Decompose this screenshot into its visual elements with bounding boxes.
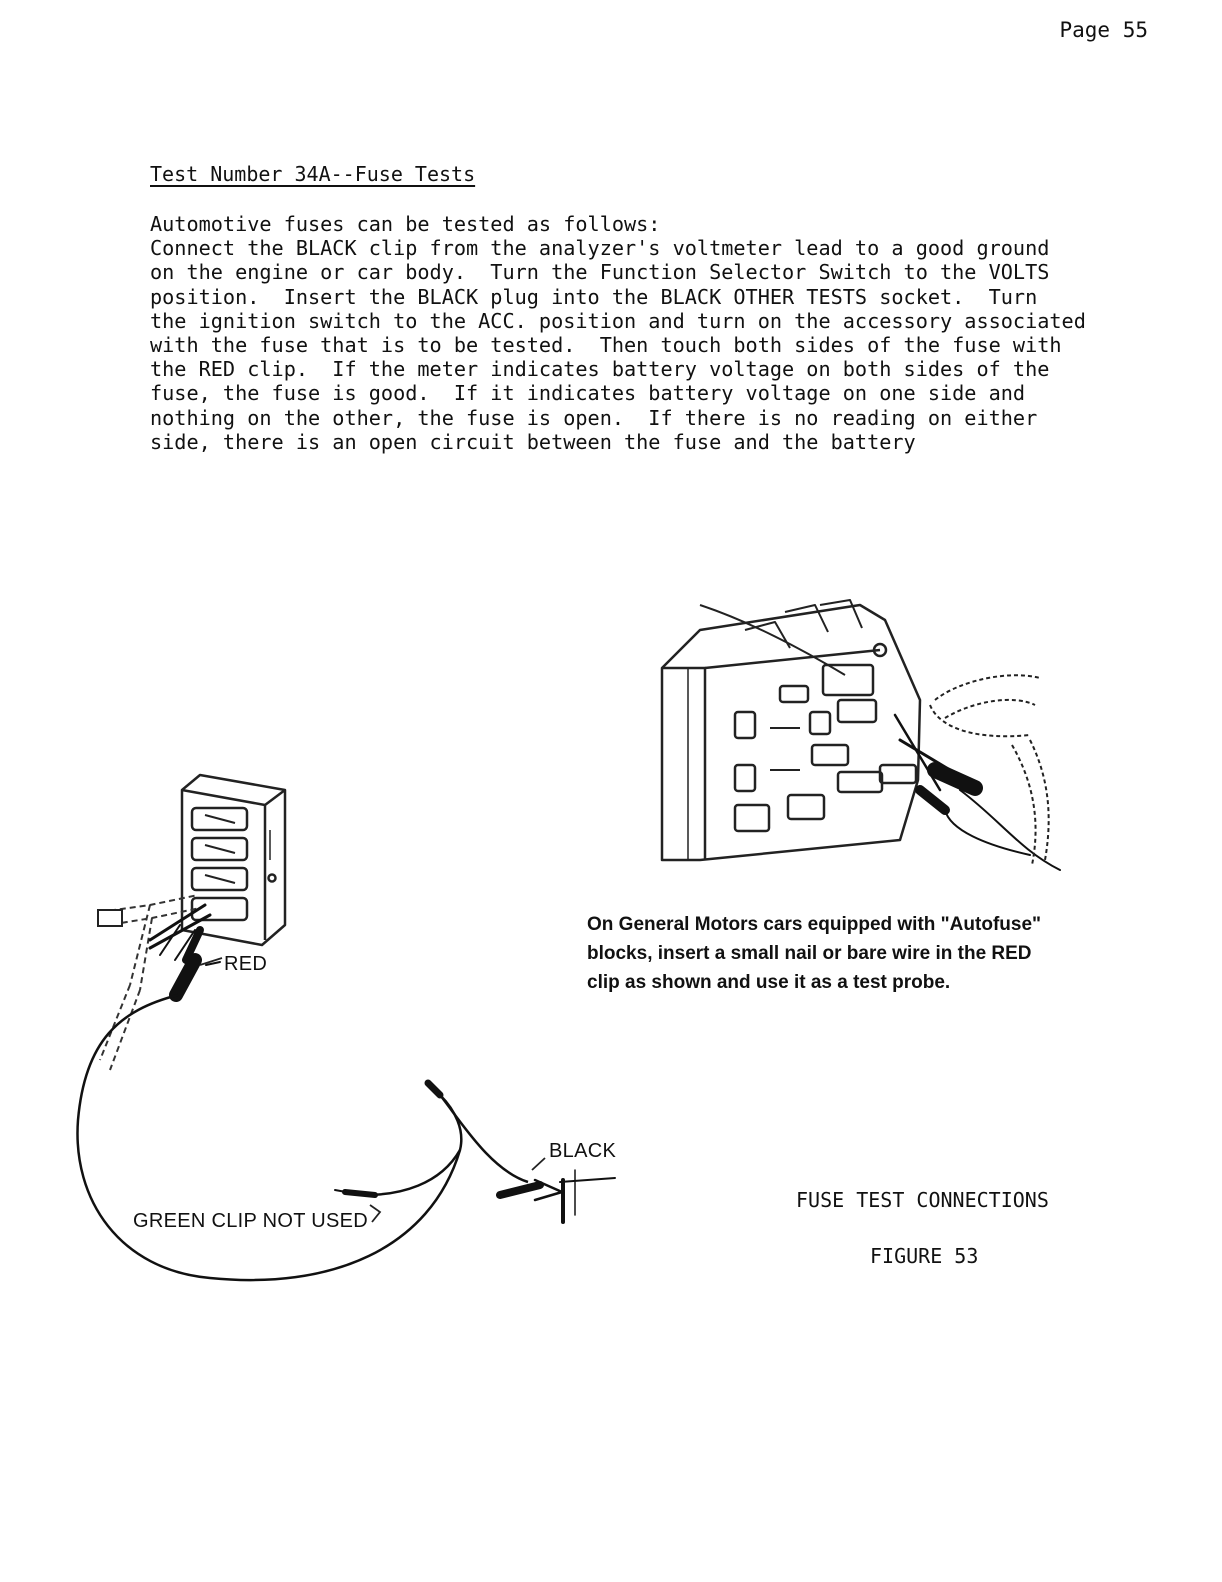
test-leads (77, 995, 528, 1280)
figure-number: FIGURE 53 (870, 1244, 979, 1268)
green-clip-label: GREEN CLIP NOT USED (133, 1210, 369, 1232)
body-line: nothing on the other, the fuse is open. If there is no reading on either (150, 405, 1038, 430)
black-label: BLACK (549, 1140, 617, 1162)
fuse-block-left (182, 775, 285, 945)
red-label: RED (224, 953, 268, 975)
figure-title: FUSE TEST CONNECTIONS (796, 1188, 1049, 1212)
body-line: the ignition switch to the ACC. position and turn on the accessory associated (150, 308, 1086, 333)
caption-line: On General Motors cars equipped with "Autofuse" (587, 914, 1042, 935)
body-line: position. Insert the BLACK plug into the BLACK OTHER TESTS socket. Turn (150, 284, 1038, 309)
red-clip (150, 905, 220, 995)
caption-line: blocks, insert a small nail or bare wire in the RED (587, 943, 1032, 964)
alligator-clip (98, 910, 122, 926)
body-line: Automotive fuses can be tested as follows: (150, 212, 661, 236)
page-number: Page 55 (1059, 18, 1148, 42)
caption-line: clip as shown and use it as a test probe. (587, 972, 951, 993)
green-clip (335, 1190, 375, 1195)
body-line: on the engine or car body. Turn the Function Selector Switch to the VOLTS (150, 260, 1050, 285)
body-line: the RED clip. If the meter indicates battery voltage on both sides of the (150, 357, 1050, 382)
section-heading: Test Number 34A--Fuse Tests (150, 162, 476, 186)
body-line: side, there is an open circuit between the fuse and the battery (150, 429, 916, 454)
body-line: fuse, the fuse is good. If it indicates battery voltage on one side and (150, 381, 1026, 406)
autofuse-block (662, 600, 920, 860)
figure-caption (587, 910, 1107, 997)
label-leaders (200, 958, 545, 1222)
body-line: Connect the BLACK clip from the analyzer's voltmeter lead to a good ground (150, 236, 1050, 261)
body-line: with the fuse that is to be tested. Then touch both sides of the fuse with (150, 333, 1062, 358)
